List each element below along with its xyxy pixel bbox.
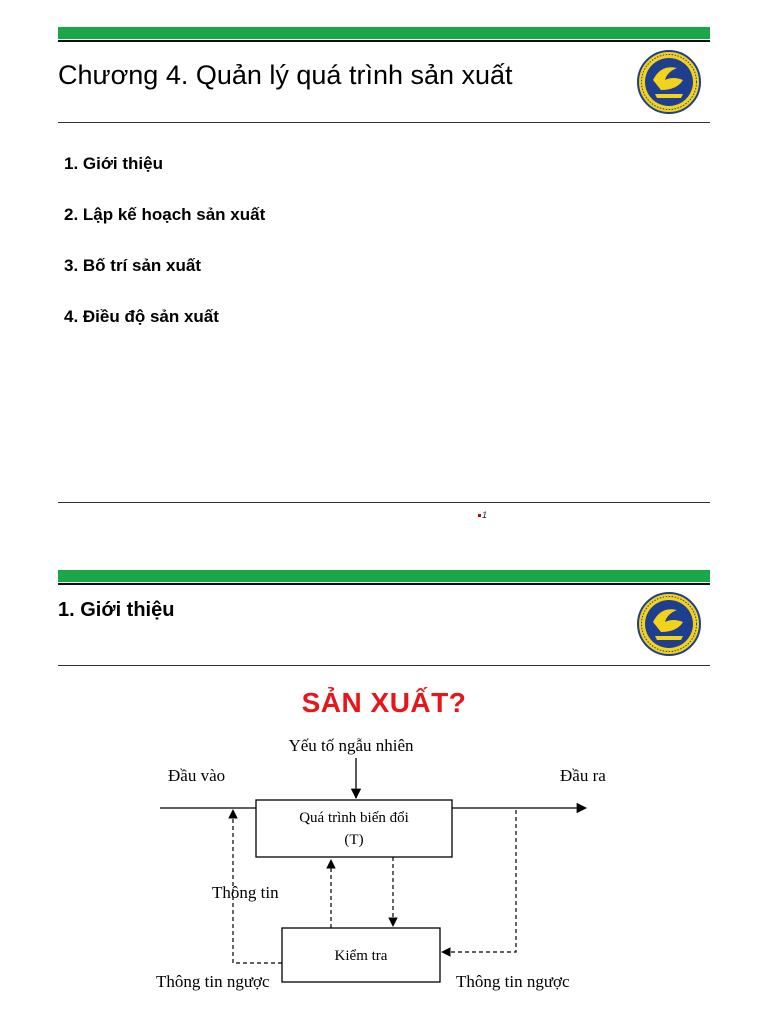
process-label: Quá trình biến đổi [299,810,409,826]
feedback-right-arrow [442,810,516,952]
slide-1-title: Chương 4. Quản lý quá trình sản xuất [58,60,513,90]
feedback-right-label: Thông tin ngược [456,972,570,991]
slide-2 [0,560,768,1024]
production-diagram [0,560,768,1024]
outline-item: 3. Bố trí sản xuất [64,256,201,275]
production-question: SẢN XUẤT? [301,687,467,718]
output-label: Đầu ra [560,766,606,785]
input-label: Đầu vào [168,766,226,785]
feedback-left-label: Thông tin ngược [156,972,270,991]
page-marker-icon [478,514,481,517]
university-logo [637,50,701,114]
outline-item: 1. Giới thiệu [64,154,163,173]
chapter-outline [64,152,265,356]
process-label-symbol: (T) [344,832,364,848]
page-number: 1 [478,510,487,520]
control-label: Kiểm tra [334,948,388,964]
header-green-bar [58,27,710,39]
info-label: Thông tin [212,883,279,902]
slide-2-title: 1. Giới thiệu [58,599,175,621]
header-black-line [58,40,710,42]
outline-item: 2. Lập kế hoạch sản xuất [64,205,266,224]
title-separator [58,122,710,123]
process-box [256,800,452,857]
outline-item: 4. Điều độ sản xuất [64,307,219,326]
footer-separator [58,502,710,503]
random-factor-label: Yếu tố ngẫu nhiên [288,736,414,755]
